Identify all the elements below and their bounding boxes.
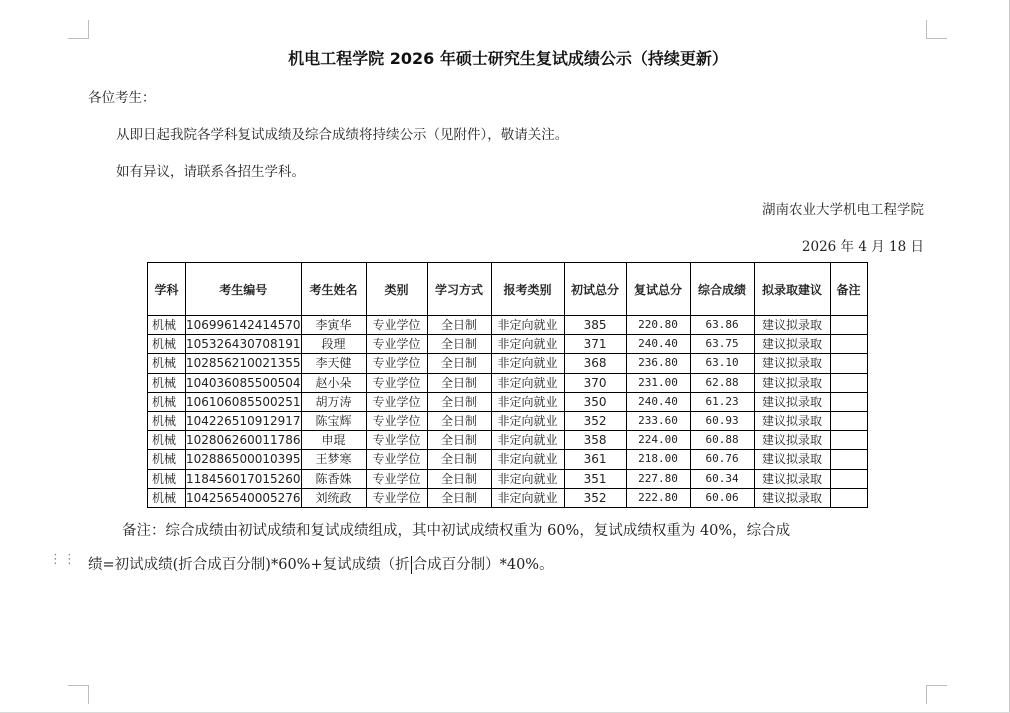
cell-category[interactable]: 专业学位	[366, 335, 427, 354]
cell-study-mode[interactable]: 全日制	[427, 450, 491, 469]
note-line-2-part-b: 合成百分制）*40%。	[412, 557, 554, 573]
table-row[interactable]	[148, 316, 868, 335]
paragraph-contact[interactable]: 如有异议，请联系各招生学科。	[116, 164, 305, 180]
text-cursor	[411, 556, 412, 574]
cell-application-type[interactable]: 非定向就业	[491, 411, 564, 430]
crop-mark-top-right	[926, 20, 947, 39]
cell-prelim-score[interactable]: 351	[564, 469, 626, 488]
table-row[interactable]	[148, 411, 868, 430]
table-header-row	[148, 263, 868, 316]
note-line-2-part-a: 绩=初试成绩(折合成百分制)*60%+复试成绩（折	[88, 557, 410, 573]
document-date[interactable]: 2026 年 4 月 18 日	[801, 239, 924, 255]
document-title[interactable]: 机电工程学院 2026 年硕士研究生复试成绩公示（持续更新）	[288, 49, 728, 68]
note-line-2	[88, 548, 928, 582]
cell-admission-suggestion[interactable]: 建议拟录取	[754, 354, 830, 373]
cell-remarks[interactable]	[830, 469, 867, 488]
cell-application-type[interactable]: 非定向就业	[491, 469, 564, 488]
cell-remarks[interactable]	[830, 411, 867, 430]
cell-retest-score[interactable]: 227.80	[626, 469, 690, 488]
cell-retest-score[interactable]: 233.60	[626, 411, 690, 430]
crop-mark-top-left	[68, 20, 89, 39]
cell-study-mode[interactable]: 全日制	[427, 431, 491, 450]
cell-study-mode[interactable]: 全日制	[427, 373, 491, 392]
cell-candidate-id[interactable]: 105326430708191	[186, 335, 302, 354]
cell-study-mode[interactable]: 全日制	[427, 354, 491, 373]
cell-study-mode[interactable]: 全日制	[427, 411, 491, 430]
cell-subject[interactable]: 机械	[148, 335, 186, 354]
cell-candidate-name[interactable]: 陈宝辉	[301, 411, 366, 430]
salutation[interactable]: 各位考生：	[88, 90, 156, 106]
table-row[interactable]	[148, 335, 868, 354]
cell-category[interactable]: 专业学位	[366, 392, 427, 411]
cell-subject[interactable]: 机械	[148, 411, 186, 430]
cell-candidate-id[interactable]: 106996142414570	[186, 316, 302, 335]
cell-category[interactable]: 专业学位	[366, 354, 427, 373]
note-paragraph[interactable]	[88, 514, 928, 582]
cell-category[interactable]: 专业学位	[366, 469, 427, 488]
table-row[interactable]	[148, 431, 868, 450]
cell-remarks[interactable]	[830, 316, 867, 335]
cell-composite-score[interactable]: 60.06	[690, 488, 754, 507]
cell-category[interactable]: 专业学位	[366, 411, 427, 430]
header-category: 类别	[366, 263, 427, 316]
table-row[interactable]	[148, 392, 868, 411]
cell-admission-suggestion[interactable]: 建议拟录取	[754, 411, 830, 430]
cell-candidate-name[interactable]: 段理	[301, 335, 366, 354]
crop-mark-bottom-right	[926, 685, 947, 704]
cell-composite-score[interactable]: 63.86	[690, 316, 754, 335]
header-prelim-score: 初试总分	[564, 263, 626, 316]
cell-candidate-name[interactable]: 刘统政	[301, 488, 366, 507]
header-composite-score: 综合成绩	[690, 263, 754, 316]
cell-application-type[interactable]: 非定向就业	[491, 335, 564, 354]
cell-composite-score[interactable]: 60.76	[690, 450, 754, 469]
cell-subject[interactable]: 机械	[148, 488, 186, 507]
cell-composite-score[interactable]: 60.93	[690, 411, 754, 430]
cell-retest-score[interactable]: 218.00	[626, 450, 690, 469]
cell-candidate-name[interactable]: 李天健	[301, 354, 366, 373]
cell-composite-score[interactable]: 61.23	[690, 392, 754, 411]
cell-retest-score[interactable]: 231.00	[626, 373, 690, 392]
cell-admission-suggestion[interactable]: 建议拟录取	[754, 392, 830, 411]
cell-subject[interactable]: 机械	[148, 450, 186, 469]
cell-retest-score[interactable]: 222.80	[626, 488, 690, 507]
cell-remarks[interactable]	[830, 450, 867, 469]
note-line-1: 备注：综合成绩由初试成绩和复试成绩组成，其中初试成绩权重为 60%，复试成绩权重为 40%，综合成	[122, 523, 791, 539]
signer-institution[interactable]: 湖南农业大学机电工程学院	[762, 202, 924, 218]
cell-admission-suggestion[interactable]: 建议拟录取	[754, 450, 830, 469]
cell-remarks[interactable]	[830, 392, 867, 411]
cell-candidate-id[interactable]: 102806260011786	[186, 431, 302, 450]
cell-prelim-score[interactable]: 370	[564, 373, 626, 392]
cell-candidate-name[interactable]: 申琨	[301, 431, 366, 450]
cell-remarks[interactable]	[830, 354, 867, 373]
cell-admission-suggestion[interactable]: 建议拟录取	[754, 469, 830, 488]
cell-category[interactable]: 专业学位	[366, 450, 427, 469]
header-candidate-name: 考生姓名	[301, 263, 366, 316]
cell-prelim-score[interactable]: 352	[564, 411, 626, 430]
header-retest-score: 复试总分	[626, 263, 690, 316]
header-application-type: 报考类别	[491, 263, 564, 316]
cell-retest-score[interactable]: 240.40	[626, 392, 690, 411]
header-candidate-id: 考生编号	[186, 263, 302, 316]
cell-subject[interactable]: 机械	[148, 316, 186, 335]
cell-subject[interactable]: 机械	[148, 354, 186, 373]
cell-application-type[interactable]: 非定向就业	[491, 392, 564, 411]
cell-subject[interactable]: 机械	[148, 392, 186, 411]
header-study-mode: 学习方式	[427, 263, 491, 316]
cell-subject[interactable]: 机械	[148, 469, 186, 488]
cell-prelim-score[interactable]: 368	[564, 354, 626, 373]
cell-subject[interactable]: 机械	[148, 431, 186, 450]
table-row[interactable]	[148, 373, 868, 392]
cell-study-mode[interactable]: 全日制	[427, 316, 491, 335]
cell-composite-score[interactable]: 62.88	[690, 373, 754, 392]
header-admission-suggestion: 拟录取建议	[754, 263, 830, 316]
cell-candidate-name[interactable]: 胡万涛	[301, 392, 366, 411]
cell-prelim-score[interactable]: 371	[564, 335, 626, 354]
cell-study-mode[interactable]: 全日制	[427, 392, 491, 411]
cell-candidate-id[interactable]: 104226510912917	[186, 411, 302, 430]
cell-prelim-score[interactable]: 352	[564, 488, 626, 507]
table-row[interactable]	[148, 450, 868, 469]
table-row[interactable]	[148, 488, 868, 507]
cell-study-mode[interactable]: 全日制	[427, 469, 491, 488]
cell-composite-score[interactable]: 60.34	[690, 469, 754, 488]
cell-admission-suggestion[interactable]: 建议拟录取	[754, 431, 830, 450]
cell-remarks[interactable]	[830, 488, 867, 507]
cell-admission-suggestion[interactable]: 建议拟录取	[754, 488, 830, 507]
cell-candidate-name[interactable]: 王梦寒	[301, 450, 366, 469]
paragraph-announcement[interactable]: 从即日起我院各学科复试成绩及综合成绩将持续公示（见附件），敬请关注。	[116, 127, 569, 143]
cell-prelim-score[interactable]: 350	[564, 392, 626, 411]
cell-retest-score[interactable]: 240.40	[626, 335, 690, 354]
cell-admission-suggestion[interactable]: 建议拟录取	[754, 373, 830, 392]
header-remarks: 备注	[830, 263, 867, 316]
cell-prelim-score[interactable]: 385	[564, 316, 626, 335]
cell-candidate-id[interactable]: 104036085500504	[186, 373, 302, 392]
cell-composite-score[interactable]: 60.88	[690, 431, 754, 450]
score-table[interactable]	[147, 262, 868, 508]
cell-application-type[interactable]: 非定向就业	[491, 354, 564, 373]
cell-remarks[interactable]	[830, 335, 867, 354]
table-row[interactable]	[148, 469, 868, 488]
cell-candidate-id[interactable]: 118456017015260	[186, 469, 302, 488]
cell-admission-suggestion[interactable]: 建议拟录取	[754, 316, 830, 335]
cell-subject[interactable]: 机械	[148, 373, 186, 392]
cell-prelim-score[interactable]: 361	[564, 450, 626, 469]
header-subject: 学科	[148, 263, 186, 316]
cell-category[interactable]: 专业学位	[366, 316, 427, 335]
cell-remarks[interactable]	[830, 431, 867, 450]
cell-candidate-name[interactable]: 赵小朵	[301, 373, 366, 392]
cell-application-type[interactable]: 非定向就业	[491, 316, 564, 335]
cell-candidate-name[interactable]: 陈香姝	[301, 469, 366, 488]
cell-candidate-id[interactable]: 102856210021355	[186, 354, 302, 373]
crop-mark-bottom-left	[68, 685, 89, 704]
cell-candidate-id[interactable]: 104256540005276	[186, 488, 302, 507]
cell-composite-score[interactable]: 63.75	[690, 335, 754, 354]
cell-category[interactable]: 专业学位	[366, 373, 427, 392]
cell-retest-score[interactable]: 236.80	[626, 354, 690, 373]
score-table-body	[148, 316, 868, 508]
cell-composite-score[interactable]: 63.10	[690, 354, 754, 373]
cell-admission-suggestion[interactable]: 建议拟录取	[754, 335, 830, 354]
cell-candidate-id[interactable]: 106106085500251	[186, 392, 302, 411]
cell-retest-score[interactable]: 224.00	[626, 431, 690, 450]
cell-retest-score[interactable]: 220.80	[626, 316, 690, 335]
paragraph-drag-handle-icon[interactable]: ⋮⋮	[49, 552, 77, 567]
cell-application-type[interactable]: 非定向就业	[491, 488, 564, 507]
cell-application-type[interactable]: 非定向就业	[491, 431, 564, 450]
cell-study-mode[interactable]: 全日制	[427, 335, 491, 354]
cell-category[interactable]: 专业学位	[366, 488, 427, 507]
cell-study-mode[interactable]: 全日制	[427, 488, 491, 507]
cell-application-type[interactable]: 非定向就业	[491, 373, 564, 392]
cell-application-type[interactable]: 非定向就业	[491, 450, 564, 469]
cell-candidate-name[interactable]: 李寅华	[301, 316, 366, 335]
cell-remarks[interactable]	[830, 373, 867, 392]
cell-candidate-id[interactable]: 102886500010395	[186, 450, 302, 469]
cell-category[interactable]: 专业学位	[366, 431, 427, 450]
cell-prelim-score[interactable]: 358	[564, 431, 626, 450]
table-row[interactable]	[148, 354, 868, 373]
